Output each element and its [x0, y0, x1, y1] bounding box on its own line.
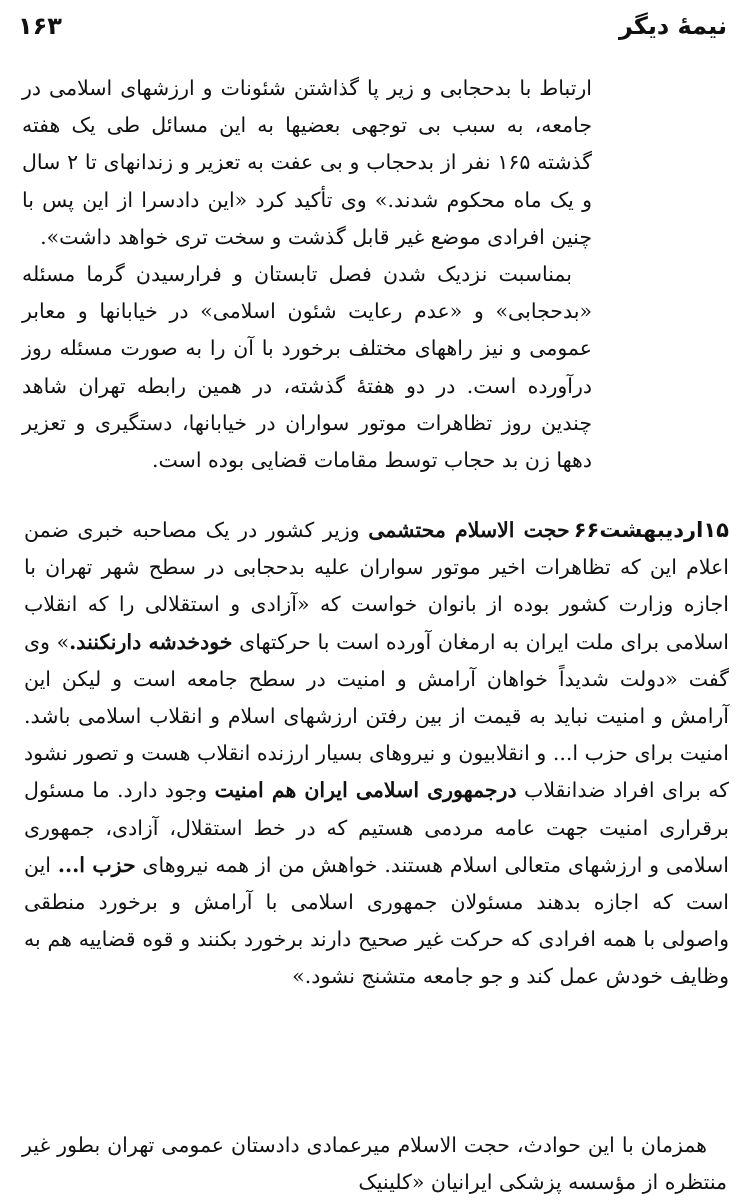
page-number: ۱۶۳: [18, 12, 62, 40]
chronology-tail: [22, 1127, 727, 1201]
entry-segment-1: وزیر کشور در یک مصاحبه خبری ضمن اعلام این که تظاهرات اخیر موتور سواران علیه بدحجابی در سطح شهر تهران با اجازه وزارت کشور بوده از بانوان خواست که «آزادی و استقلالی را که انقلاب اسلامی برای ملت ایران به ارمغان آورده است با حرکتهای: [24, 518, 729, 654]
entry-date: ۱۵اردیبهشت۶۶: [573, 518, 729, 542]
chronology-body: [22, 70, 592, 479]
entry-lead: حجت الاسلام محتشمی: [368, 518, 570, 542]
running-title: نیمهٔ دیگر: [618, 12, 727, 40]
page-header: [18, 12, 727, 52]
entry-text: [24, 512, 729, 996]
entry-bold-3: حزب ا...: [57, 852, 136, 877]
paragraph-summer-hijab: بمناسبت نزدیک شدن فصل تابستان و فرارسیدن گرما مسئله «بدحجابی» و «عدم رعایت شئون اسلامی» در خیابانها و معابر عمومی و نیز راههای مختلف برخورد با آن را به صورت مسئله روز درآورده است. در دو هفتهٔ گذشته، در همین رابطه تهران شاهد چندین روز تظاهرات موتور سواران در خیابانها، دستگیری و تعزیر دهها زن بد حجاب توسط مقامات قضایی بوده است.: [22, 262, 592, 473]
entry-bold-1: خودخدشه دارنکنند.: [69, 629, 233, 654]
entry-segment-2: » وی گفت «دولت شدیداً خواهان آرامش و امنیت در سطح جامعه است و لیکن این آرامش و امنیت نباید به قیمت از بین رفتن ارزشهای اسلام و انقلاب اسلامی باشد. امنیت برای حزب ا... و انقلابیون و نیروهای بسیار ارزنده انقلاب هست و تصور نشود که برای افراد ضدانقلاب: [24, 629, 729, 803]
entry-bold-2: درجمهوری اسلامی ایران هم امنیت: [214, 778, 517, 803]
dated-entry: [24, 512, 729, 996]
entry-segment-3: وجود دارد. ما مسئول برقراری امنیت جهت عامه مردمی هستیم که در خط استقلال، آزادی، جمهوری اسلامی و ارزشهای متعالی اسلام هستند. خواهش من از همه نیروهای: [24, 778, 729, 877]
paragraph-prosecutor: همزمان با این حوادث، حجت الاسلام میرعمادی دادستان عمومی تهران بطور غیر منتظره از مؤسسه پزشکی ایرانیان «کلینیک: [22, 1133, 727, 1195]
paragraph-prisoners: ارتباط با بدحجابی و زیر پا گذاشتن شئونات و ارزشهای اسلامی در جامعه، به سبب بی توجهی بعضیها به این مسائل طی یک هفته گذشته ۱۶۵ نفر از بدحجاب و بی عفت به تعزیر و زندانهای تا ۲ سال و یک ماه محکوم شدند.» وی تأکید کرد «این دادسرا از این پس با چنین افرادی موضع غیر قابل گذشت و سخت تری خواهد داشت».: [22, 76, 593, 249]
entry-segment-4: این است که اجازه بدهند مسئولان جمهوری اسلامی با آرامش و برخورد منطقی واصولی با همه افرادی که حرکت غیر صحیح دارند برخورد بکنند و قوه قضاییه هم به وظایف خودش عمل کند و جو جامعه متشنج نشود.»: [24, 852, 729, 989]
